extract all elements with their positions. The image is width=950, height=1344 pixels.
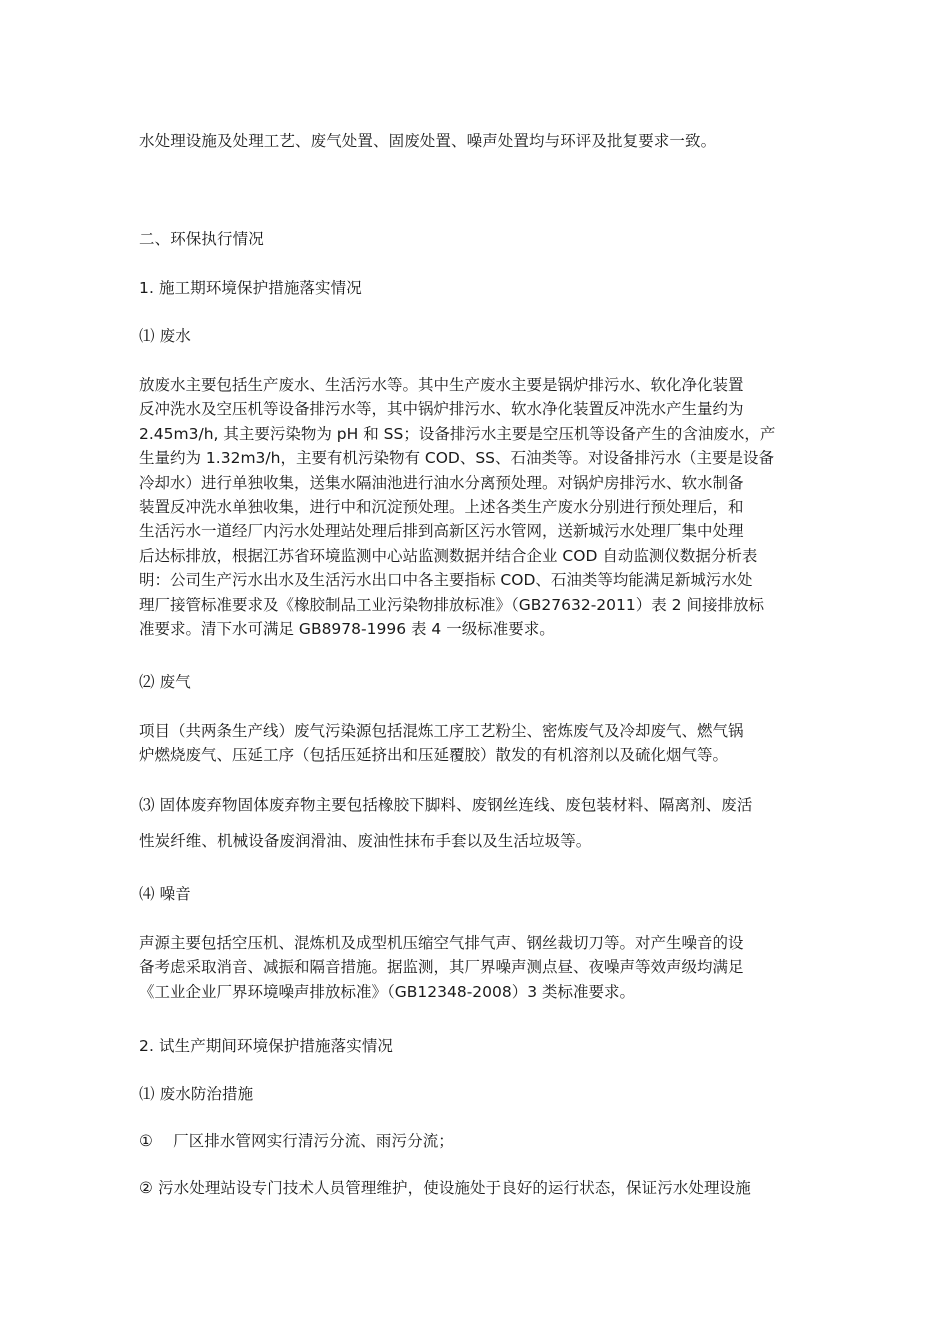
prevention-heading: ⑴ 废水防治措施 (139, 1085, 254, 1103)
paragraph-line: 2.45m3/h, 其主要污染物为 pH 和 SS；设备排污水主要是空压机等设备产生的含油废水，产 (139, 424, 776, 443)
noise-paragraph (139, 931, 817, 1004)
paragraph-line: 准要求。清下水可满足 GB8978-1996 表 4 一级标准要求。 (139, 620, 555, 639)
paragraph-line: 明：公司生产污水出水及生活污水出口中各主要指标 COD、石油类等均能满足新城污水处 (139, 571, 753, 590)
paragraph-line: 后达标排放，根据江苏省环境监测中心站监测数据并结合企业 COD 自动监测仪数据分析表 (139, 546, 758, 565)
paragraph-line: 声源主要包括空压机、混炼机及成型机压缩空气排气声、钢丝裁切刀等。对产生噪音的设 (139, 934, 744, 952)
subsection-2-title: 2. 试生产期间环境保护措施落实情况 (139, 1037, 394, 1055)
paragraph-line: 装置反冲洗水单独收集，进行中和沉淀预处理。上述各类生产废水分别进行预处理后，和 (139, 498, 744, 517)
subsection-1-title: 1. 施工期环境保护措施落实情况 (139, 279, 362, 297)
wastewater-paragraph (139, 373, 817, 641)
measure-item-1: ① 厂区排水管网实行清污分流、雨污分流； (139, 1132, 454, 1150)
paragraph-line: 生活污水一道经厂内污水处理站处理后排到高新区污水管网，送新城污水处理厂集中处理 (139, 522, 744, 541)
paragraph-line: 理厂接管标准要求及《橡胶制品工业污染物排放标准》（GB27632-2011）表 2 间接排放标 (139, 595, 764, 614)
solid-waste-line-1: ⑶ 固体废弃物固体废弃物主要包括橡胶下脚料、废钢丝连线、废包装材料、隔离剂、废活 (139, 796, 753, 814)
paragraph-line: 放废水主要包括生产废水、生活污水等。其中生产废水主要是锅炉排污水、软化净化装置 (139, 376, 744, 394)
solid-waste-line-2: 性炭纤维、机械设备废润滑油、废油性抹布手套以及生活垃圾等。 (139, 832, 592, 850)
paragraph-line: 炉燃烧废气、压延工序（包括压延挤出和压延覆胶）散发的有机溶剂以及硫化烟气等。 (139, 746, 729, 765)
waste-gas-paragraph (139, 719, 817, 768)
paragraph-line: 生量约为 1.32m3/h，主要有机污染物有 COD、SS、石油类等。对设备排污水（主要是设备 (139, 449, 775, 468)
wastewater-heading: ⑴ 废水 (139, 327, 191, 345)
paragraph-line: 备考虑采取消音、减振和隔音措施。据监测，其厂界噪声测点昼、夜噪声等效声级均满足 (139, 958, 744, 977)
section-title: 二、环保执行情况 (139, 230, 264, 248)
noise-heading: ⑷ 噪音 (139, 885, 191, 903)
paragraph-line: 冷却水）进行单独收集，送集水隔油池进行油水分离预处理。对锅炉房排污水、软水制备 (139, 473, 744, 492)
waste-gas-heading: ⑵ 废气 (139, 673, 191, 691)
intro-line: 水处理设施及处理工艺、废气处置、固废处置、噪声处置均与环评及批复要求一致。 (139, 132, 717, 150)
paragraph-line: 反冲洗水及空压机等设备排污水等，其中锅炉排污水、软水净化装置反冲洗水产生量约为 (139, 400, 744, 419)
paragraph-line: 《工业企业厂界环境噪声排放标准》（GB12348-2008）3 类标准要求。 (139, 982, 636, 1001)
measure-item-2: ② 污水处理站设专门技术人员管理维护，使设施处于良好的运行状态，保证污水处理设施 (139, 1179, 751, 1197)
paragraph-line: 项目（共两条生产线）废气污染源包括混炼工序工艺粉尘、密炼废气及冷却废气、燃气锅 (139, 722, 744, 740)
